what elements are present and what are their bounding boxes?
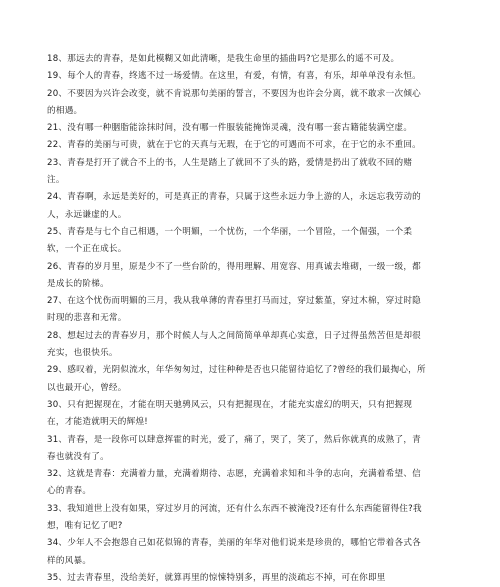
- list-item: 20、不要因为兴许会改变，就不肯说那句美丽的誓言，不要因为也许会分离，就不敢求一次倾心的相遇。: [47, 88, 422, 116]
- list-item: 28、想起过去的青春岁月，那个时候人与人之间简简单单却真心实意，日子过得虽然苦但是却很充实，也很快乐。: [47, 330, 422, 359]
- list-item: 19、每个人的青春，终逃不过一场爱情。在这里，有爱，有情，有喜，有乐，却单单没有永恒。: [47, 71, 422, 82]
- list-item: 33、我知道世上没有如果，穿过岁月的河流，还有什么东西不被淹没?还有什么东西能留得住?我想，唯有记忆了吧?: [47, 503, 422, 532]
- list-item: 34、少年人不会抱怨自己如花似锦的青春，美丽的年华对他们说来是珍贵的，哪怕它带着各式各样的风暴。: [47, 538, 422, 566]
- list-item: 18、那远去的青春，是如此模糊又如此清晰，是我生命里的插曲吗?它是那么的遥不可及。: [47, 54, 400, 64]
- list-item: 26、青春的岁月里，原是少不了一些台阶的，得用理解、用宽容、用真诚去堆砌，一级一级，都是成长的阶梯。: [47, 261, 422, 289]
- list-item: 31、青春，是一段你可以肆意挥霍的时光，爱了，痛了，哭了，笑了，然后你就真的成熟了，青春也就没有了。: [47, 434, 422, 462]
- list-item: 35、过去青春里，没给美好，就算再里的惊悚特别多，再里的淡疏忘不掉，可在你即里: [47, 572, 386, 583]
- list-item: 22、青春的美丽与可贵，就在于它的天真与无瑕，在于它的可遇而不可求，在于它的永不重回。: [47, 140, 422, 151]
- list-item: 21、没有哪一种胭脂能涂抹时间，没有哪一件服装能掩饰灵魂，没有哪一套古籍能装满空虚。: [47, 123, 413, 134]
- list-item: 29、感叹着，光阴似流水，年华匆匆过，过往种种是否也只能留待追忆了?曾经的我们最掏心，所以也最开心，曾经。: [47, 365, 426, 393]
- list-item: 32、这就是青春：充满着力量，充满着期待、志愿，充满着求知和斗争的志向，充满着希望、信心的青春。: [47, 469, 422, 497]
- list-item: 23、青春是打开了就合不上的书，人生是踏上了就回不了头的路，爱情是扔出了就收不回的赌注。: [47, 157, 413, 186]
- list-item: 24、青春啊，永远是美好的，可是真正的青春，只属于这些永远力争上游的人，永远忘我劳动的人，永远谦虚的人。: [47, 192, 422, 220]
- list-item: 27、在这个忧伤而明媚的三月，我从我单薄的青春里打马而过，穿过紫堇，穿过木棉，穿过时隐时现的悲喜和无常。: [47, 296, 422, 324]
- quote-list: [47, 51, 427, 587]
- list-item: 25、青春是与七个自己相遇，一个明媚，一个忧伤，一个华丽，一个冒险，一个倔强，一个柔软，一个正在成长。: [47, 226, 413, 255]
- list-item: 30、只有把握现在，才能在明天驰骋风云，只有把握现在，才能充实虚幻的明天，只有把握现在，才能造就明天的辉煌!: [47, 399, 413, 428]
